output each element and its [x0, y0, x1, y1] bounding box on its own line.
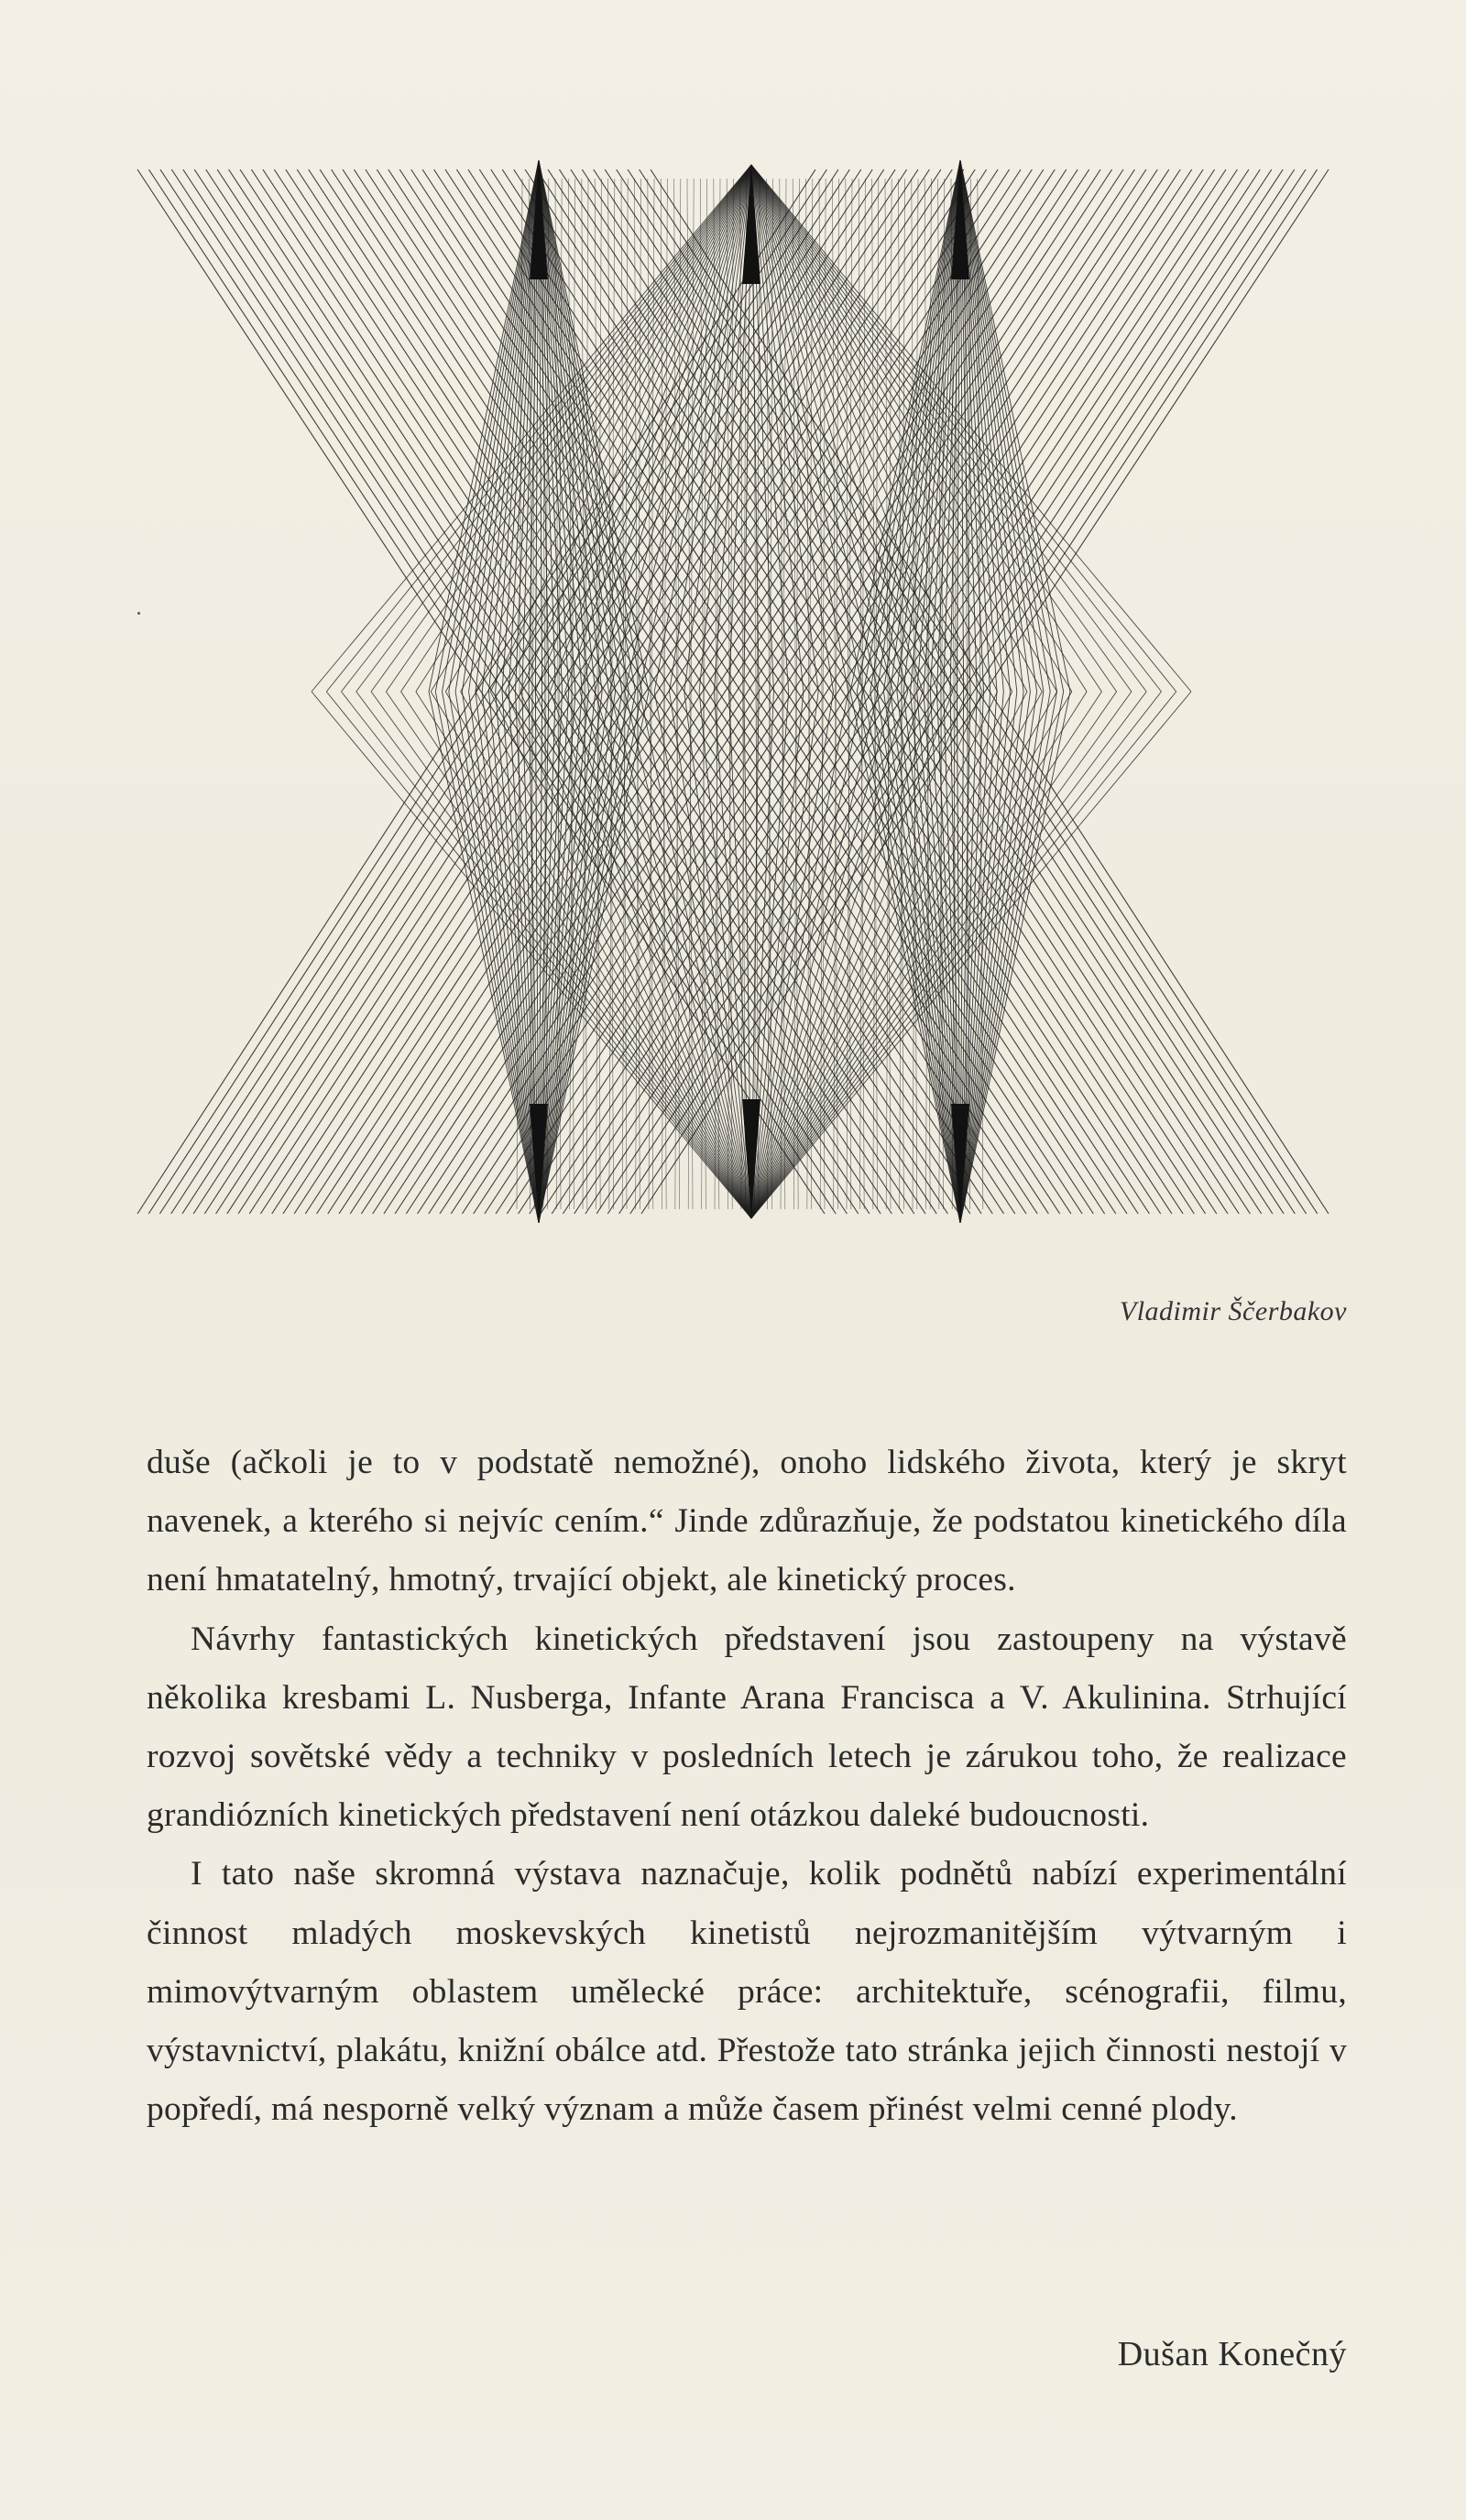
print-speck — [137, 612, 140, 615]
paragraph-3: I tato naše skromná výstava naznačuje, kolik podnětů nabízí experimentální činnost mladých moskevských kinetistů nejrozmanitějším výtvarným i mimovýtvarným oblastem umělecké práce: architektuře, scénografii, filmu, výstavnictví, plakátu, knižní obálce atd. Přestože tato stránka jejich činnosti nestojí v popředí, má nesporně velký význam a může časem přinést velmi cenné plody. — [147, 1855, 1347, 2129]
author-signature: Dušan Konečný — [1117, 2335, 1347, 2373]
artwork-caption: Vladimir Ščerbakov — [1119, 1296, 1347, 1326]
string-art-illustration — [128, 160, 1338, 1223]
paragraph-2: Návrhy fantastických kinetických představení jsou zastoupeny na výstavě několika kresbami L. Nusberga, Infante Arana Francisca a V. Akulinina. Strhující rozvoj sovětské vědy a techniky v posledních letech je zárukou toho, že realizace grandiózních kinetických představení není otázkou daleké budoucnosti. — [147, 1620, 1347, 1835]
article-body — [147, 1434, 1347, 2139]
string-art-icon — [128, 160, 1338, 1223]
paragraph-1: duše (ačkoli je to v podstatě nemožné), onoho lidského života, který je skryt navenek, a kterého si nejvíc cením.“ Jinde zdůrazňuje, že podstatou kinetického díla není hmatatelný, hmotný, trvající objekt, ale kinetický proces. — [147, 1444, 1347, 1599]
